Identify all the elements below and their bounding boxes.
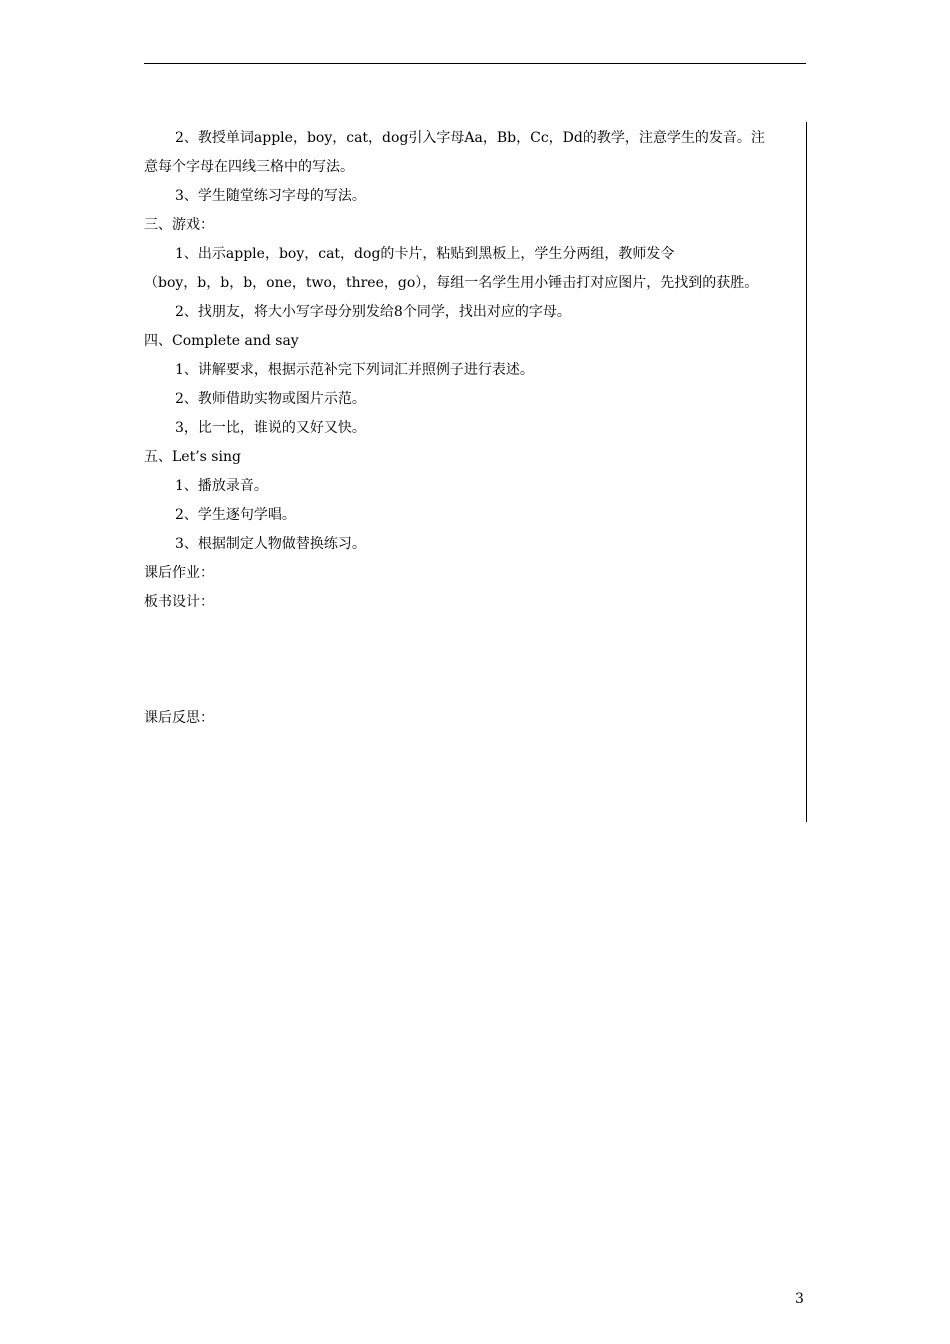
text-line: 1、出示apple，boy，cat，dog的卡片，粘贴到黑板上，学生分两组，教师发令	[175, 246, 675, 262]
section-heading-complete-and-say: 四、Complete and say	[144, 333, 299, 349]
section-heading-game: 三、游戏：	[144, 217, 214, 233]
text-line: 2、学生逐句学唱。	[175, 507, 296, 523]
section-heading-lets-sing: 五、Let’s sing	[144, 449, 241, 465]
text-line: 1、讲解要求，根据示范补完下列词汇并照例子进行表述。	[175, 362, 534, 378]
text-line: 2、教授单词apple，boy，cat，dog引入字母Aa，Bb，Cc，Dd的教学，注意学生的发音。注	[175, 130, 765, 146]
blank-space	[144, 617, 806, 704]
text-line: 2、找朋友，将大小写字母分别发给8个同学，找出对应的字母。	[175, 304, 571, 320]
text-line: 3、学生随堂练习字母的写法。	[175, 188, 366, 204]
text-line: （boy，b，b，b，one，two，three，go），每组一名学生用小锤击打对应图片，先找到的获胜。	[144, 275, 759, 291]
board-design-label: 板书设计：	[144, 594, 214, 610]
table-right-border	[806, 122, 807, 822]
page-number: 3	[795, 1291, 804, 1307]
text-line: 1、播放录音。	[175, 478, 268, 494]
lesson-plan-body	[144, 124, 806, 733]
text-line: 3、根据制定人物做替换练习。	[175, 536, 366, 552]
homework-label: 课后作业：	[144, 565, 214, 581]
text-line: 2、教师借助实物或图片示范。	[175, 391, 366, 407]
text-line: 3，比一比，谁说的又好又快。	[175, 420, 366, 436]
reflection-label: 课后反思：	[144, 710, 214, 726]
text-line: 意每个字母在四线三格中的写法。	[144, 159, 354, 175]
header-rule	[144, 63, 806, 64]
